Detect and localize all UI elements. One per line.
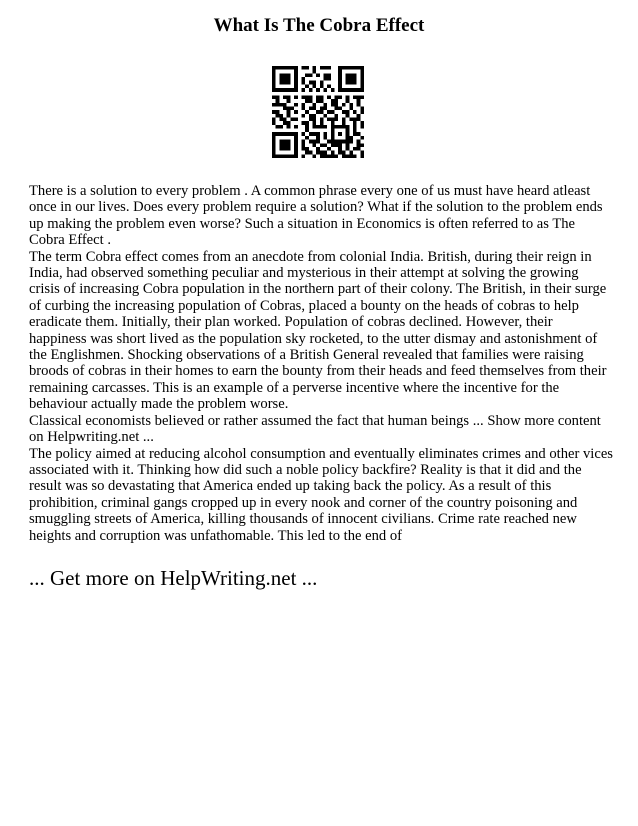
paragraph-teaser: Classical economists believed or rather assumed the fact that human beings ... Show more content on Helpwriting.net ...: [29, 412, 601, 446]
paragraph-history: The term Cobra effect comes from an anecdote from colonial India. British, during their reign in India, had observed something peculiar and mysterious in their attempt at solving the growing crisis of increasing Cobra population in the northern part of their colony. The British, in their surge of curbing the increasing population of Cobras, placed a bounty on the heads of cobras to help eradicate them. Initially, their plan worked. Population of cobras declined. However, their happiness was short lived as the population sky rocketed, to the utter dismay and astonishment of the Englishmen. Shocking observations of a British General revealed that families were raising broods of cobras in their homes to earn the bounty from their heads and feed themselves from their remaining carcasses. This is an example of a perverse incentive where the incentive for the behaviour actually made the problem worse.: [29, 248, 607, 413]
qr-code-icon: [272, 66, 364, 158]
document-body: [29, 183, 613, 544]
paragraph-intro: There is a solution to every problem . A common phrase every one of us must have heard atleast once in our lives. Does every problem require a solution? What if the solution to the problem ends up making the problem even worse? Such a situation in Economics is often referred to as The Cobra Effect .: [29, 183, 603, 249]
document-title: What Is The Cobra Effect: [213, 15, 425, 36]
paragraph-policy: The policy aimed at reducing alcohol consumption and eventually eliminates crimes and other vices associated with it. Thinking how did such a noble policy backfire? Reality is that it did and the result was so devastating that America ended up taking back the policy. As a result of this prohibition, criminal gangs cropped up in every nook and corner of the country poisoning and smuggling streets of America, killing thousands of innocent civilians. Crime rate reached new heights and corruption was unfathomable. This led to the end of: [29, 445, 613, 544]
get-more-link[interactable]: ... Get more on HelpWriting.net ...: [29, 566, 318, 590]
